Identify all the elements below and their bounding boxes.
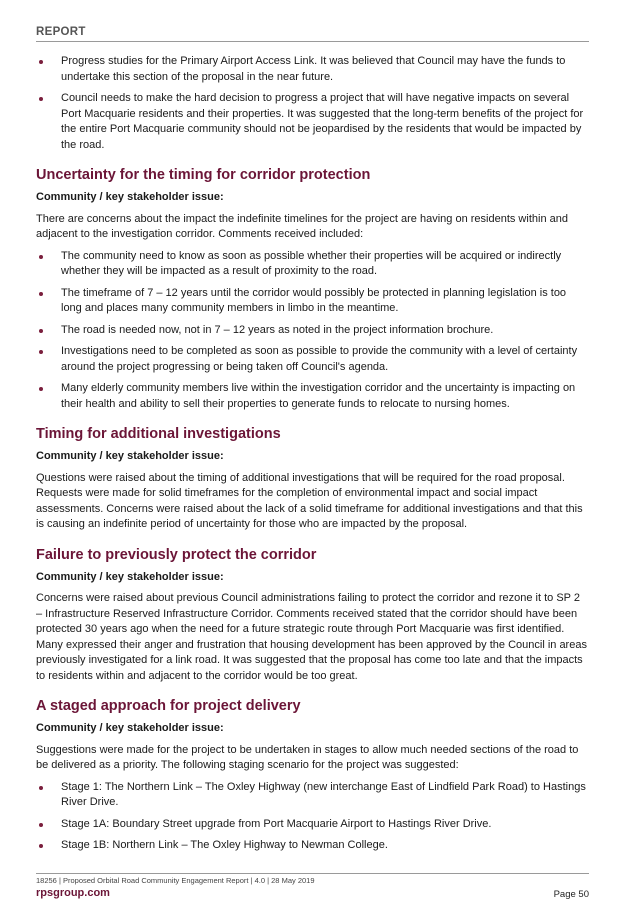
section-heading: Timing for additional investigations xyxy=(36,426,281,442)
footer-website-link[interactable]: rpsgroup.com xyxy=(36,887,110,899)
page-number: Page 50 xyxy=(553,889,589,900)
section-paragraph: Questions were raised about the timing of additional investigations that will be required for the road proposal. Requests were made for solid timeframes for the completion of environmental impact and social impact assessments. Concerns were raised about the lack of a solid timeframe for additional investigations and that this is causing an indefinite period of uncertainty for those who are impacted by the proposal. xyxy=(36,471,583,530)
section-corridor-timing xyxy=(36,166,589,412)
section-paragraph: There are concerns about the impact the indefinite timelines for the project are having on residents within and adjacent to the investigation corridor. Comments received included: xyxy=(36,212,568,240)
bullet-item: Stage 1B: Northern Link – The Oxley Highway to Newman College. xyxy=(36,838,589,854)
section-staged-approach xyxy=(36,697,589,854)
issue-label: Community / key stakeholder issue: xyxy=(36,450,224,462)
issue-label: Community / key stakeholder issue: xyxy=(36,570,224,583)
bullet-item: The community need to know as soon as possible whether their properties will be acquired or indirectly whether they will be impacted as a result of proximity to the road. xyxy=(36,249,589,280)
section-bullet-list xyxy=(36,780,589,854)
bullet-item: Many elderly community members live within the investigation corridor and the uncertainty is impacting on their health and ability to sell their properties to generate funds to relocate to nursing homes. xyxy=(36,381,589,412)
main-content xyxy=(36,54,589,860)
bullet-item: The timeframe of 7 – 12 years until the corridor would possibly be protected in planning legislation is too long and places many community members in limbo in the meantime. xyxy=(36,286,589,317)
section-paragraph: Suggestions were made for the project to be undertaken in stages to allow much needed sections of the road to be delivered as a priority. The following staging scenario for the project was suggested: xyxy=(36,743,579,771)
footer-document-info: 18256 | Proposed Orbital Road Community Engagement Report | 4.0 | 28 May 2019 xyxy=(36,876,315,885)
intro-bullet-list xyxy=(36,54,589,153)
section-protect-corridor xyxy=(36,546,589,685)
bullet-item: Progress studies for the Primary Airport Access Link. It was believed that Council may have the funds to undertake this section of the proposal in the near future. xyxy=(36,54,589,85)
bullet-item: The road is needed now, not in 7 – 12 years as noted in the project information brochure. xyxy=(36,323,589,339)
issue-label: Community / key stakeholder issue: xyxy=(36,722,224,734)
section-heading: A staged approach for project delivery xyxy=(36,698,301,714)
section-heading: Failure to previously protect the corridor xyxy=(36,546,317,563)
footer-divider xyxy=(36,873,589,874)
bullet-item: Stage 1: The Northern Link – The Oxley Highway (new interchange East of Lindfield Park Road) to Hastings River Drive. xyxy=(36,780,589,811)
bullet-item: Investigations need to be completed as soon as possible to provide the community with a level of certainty around the project progressing or being taken off Council's agenda. xyxy=(36,344,589,375)
section-paragraph: Concerns were raised about previous Council administrations failing to protect the corridor and rezone it to SP 2 – Infrastructure Reserved Infrastructure Corridor. Comments received stated that the corridor should have been protected 30 years ago when the need for a future strategic route through Port Macquarie was first identified. Many expressed their anger and frustration that housing development has been approved by the Council in areas previously investigated for a link road. It was suggested that the proposal has come too late and that the impacts to residents within and adjacent to the corridor would be too great. xyxy=(36,592,587,682)
header-label: REPORT xyxy=(36,26,86,38)
header-divider xyxy=(36,41,589,42)
bullet-item: Stage 1A: Boundary Street upgrade from Port Macquarie Airport to Hastings River Drive. xyxy=(36,817,589,833)
bullet-item: Council needs to make the hard decision to progress a project that will have negative impacts on several Port Macquarie residents and their properties. It was suggested that the long-term benefits of the project for the entire Port Macquarie community should not be jeopardised by the residents that would be impacted by the road. xyxy=(36,91,589,153)
section-bullet-list xyxy=(36,249,589,413)
section-additional-investigations xyxy=(36,425,589,533)
issue-label: Community / key stakeholder issue: xyxy=(36,191,224,203)
section-heading: Uncertainty for the timing for corridor protection xyxy=(36,167,371,183)
